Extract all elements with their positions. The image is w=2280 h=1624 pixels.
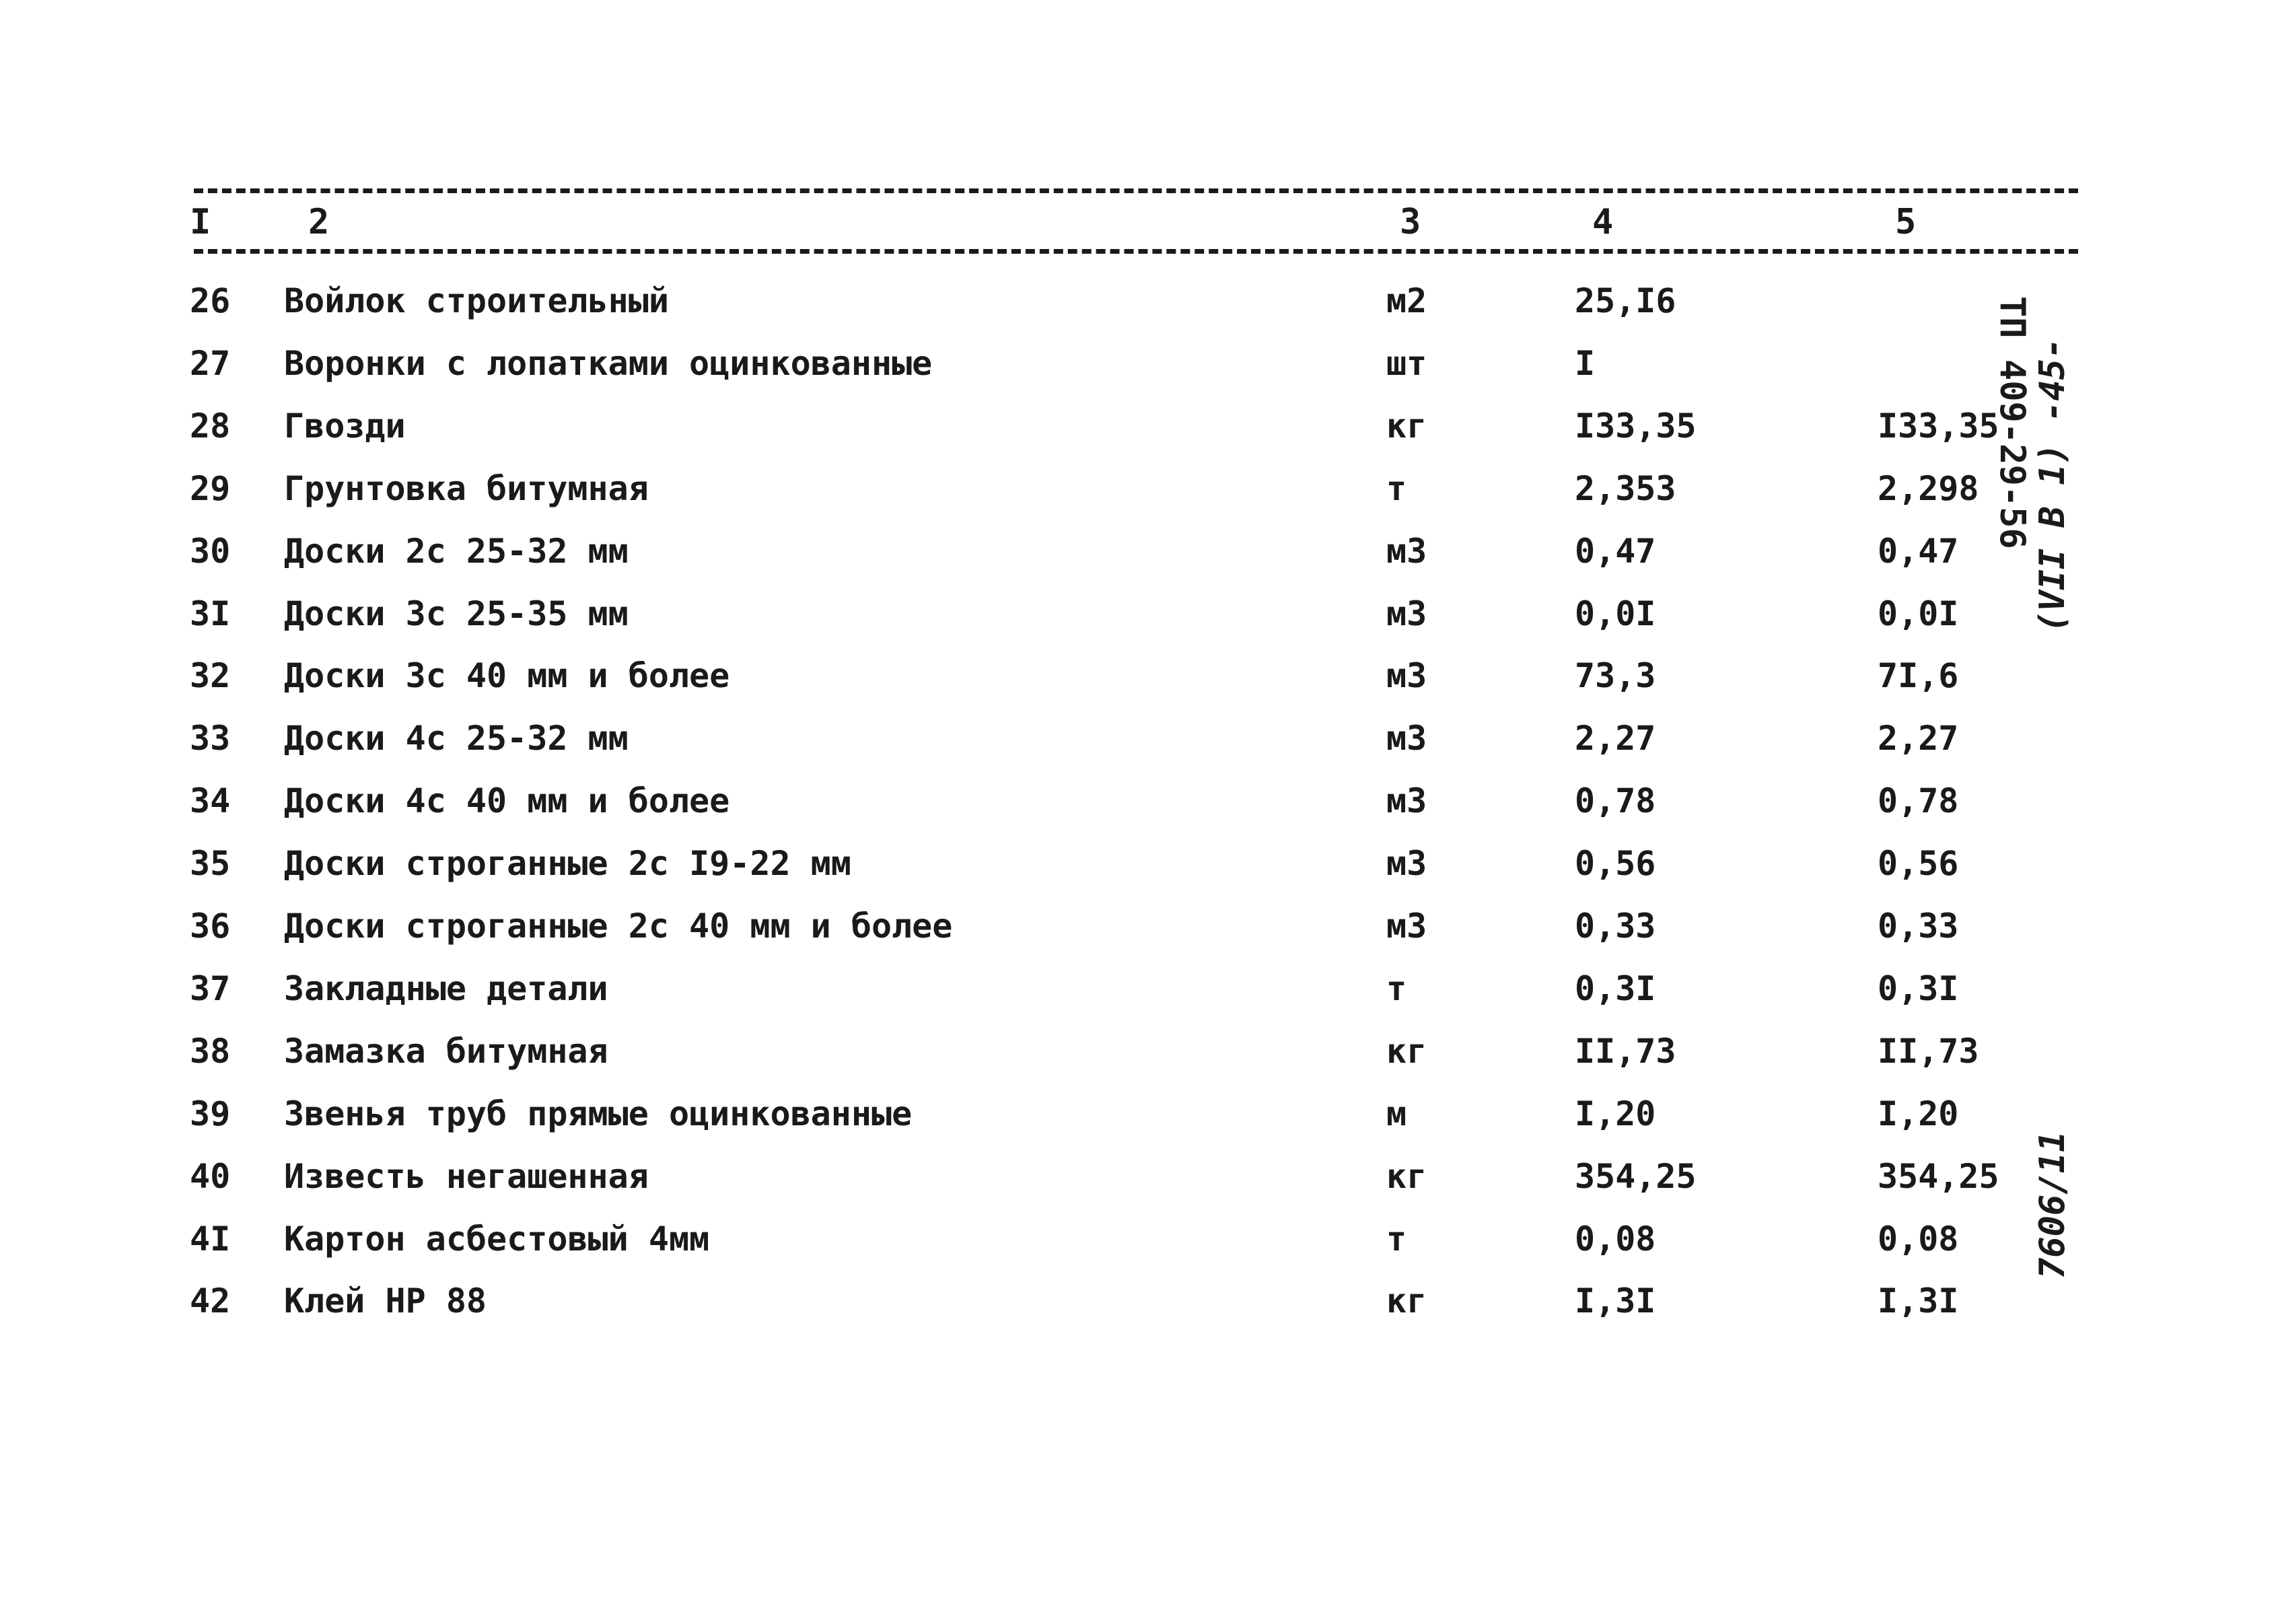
quantity-col5: 0,56 (1878, 844, 1959, 884)
quantity-col4: 0,56 (1575, 844, 1656, 884)
row-number: 29 (190, 468, 231, 508)
material-name: Картон асбестовый 4мм (284, 1219, 710, 1259)
unit: шт (1386, 343, 1427, 383)
unit: м3 (1386, 594, 1427, 633)
unit: кг (1386, 406, 1427, 446)
material-name: Замазка битумная (284, 1031, 608, 1071)
quantity-col4: 0,0I (1575, 594, 1656, 633)
unit: м3 (1386, 656, 1427, 696)
col-header-5: 5 (1895, 202, 1917, 242)
quantity-col5: I,20 (1878, 1094, 1959, 1133)
row-number: 39 (190, 1094, 231, 1133)
table-row (0, 1281, 2280, 1343)
table-row (0, 469, 2280, 531)
unit: м3 (1386, 781, 1427, 821)
unit: кг (1386, 1031, 1427, 1071)
album-sheet-stamp: (VII В 1) -45- (2032, 337, 2073, 633)
table-row (0, 844, 2280, 906)
material-name: Доски строганные 2с I9-22 мм (284, 844, 851, 884)
quantity-col4: I33,35 (1575, 406, 1697, 446)
table-row (0, 1094, 2280, 1156)
material-name: Доски строганные 2с 40 мм и более (284, 907, 953, 946)
quantity-col5: 7I,6 (1878, 656, 1959, 696)
row-number: 42 (190, 1281, 231, 1321)
table-row (0, 1220, 2280, 1281)
row-number: 3I (190, 594, 231, 633)
col-header-3: 3 (1400, 202, 1421, 242)
quantity-col4: 2,353 (1575, 468, 1676, 508)
quantity-col5: 0,47 (1878, 531, 1959, 571)
row-number: 33 (190, 719, 231, 758)
quantity-col5: 0,78 (1878, 781, 1959, 821)
unit: м (1386, 1094, 1407, 1133)
material-name: Звенья труб прямые оцинкованные (284, 1094, 913, 1133)
table-row (0, 1157, 2280, 1219)
row-number: 30 (190, 531, 231, 571)
unit: м3 (1386, 844, 1427, 884)
material-name: Закладные детали (284, 968, 608, 1008)
row-number: 37 (190, 968, 231, 1008)
table-row (0, 594, 2280, 656)
material-name: Доски 3с 25-35 мм (284, 594, 629, 633)
row-number: 4I (190, 1219, 231, 1259)
quantity-col4: I (1575, 343, 1596, 383)
unit: кг (1386, 1281, 1427, 1321)
quantity-col4: 0,3I (1575, 968, 1656, 1008)
unit: м2 (1386, 281, 1427, 320)
unit: т (1386, 968, 1407, 1008)
row-number: 27 (190, 343, 231, 383)
quantity-col4: II,73 (1575, 1031, 1676, 1071)
quantity-col4: I,20 (1575, 1094, 1656, 1133)
row-number: 26 (190, 281, 231, 320)
table-row (0, 907, 2280, 968)
project-code-stamp: ТП 409-29-56 (1992, 296, 2032, 549)
material-name: Доски 4с 40 мм и более (284, 781, 730, 821)
quantity-col5: II,73 (1878, 1031, 1979, 1071)
table-row (0, 281, 2280, 343)
table-row (0, 719, 2280, 781)
quantity-col4: 73,3 (1575, 656, 1656, 696)
unit: кг (1386, 1156, 1427, 1196)
row-number: 38 (190, 1031, 231, 1071)
table-row (0, 656, 2280, 718)
quantity-col5: I,3I (1878, 1281, 1959, 1321)
quantity-col5: 2,298 (1878, 468, 1979, 508)
col-header-2: 2 (308, 202, 330, 242)
material-name: Известь негашенная (284, 1156, 649, 1196)
quantity-col4: 25,I6 (1575, 281, 1676, 320)
table-row (0, 969, 2280, 1031)
quantity-col5: 2,27 (1878, 719, 1959, 758)
quantity-col4: I,3I (1575, 1281, 1656, 1321)
unit: т (1386, 1219, 1407, 1259)
quantity-col4: 0,47 (1575, 531, 1656, 571)
material-name: Воронки с лопатками оцинкованные (284, 343, 933, 383)
quantity-col5: 0,08 (1878, 1219, 1959, 1259)
table-row (0, 344, 2280, 406)
material-name: Войлок строительный (284, 281, 669, 320)
material-name: Доски 3с 40 мм и более (284, 656, 730, 696)
material-name: Доски 4с 25-32 мм (284, 719, 629, 758)
material-name: Грунтовка битумная (284, 468, 649, 508)
quantity-col5: 0,33 (1878, 907, 1959, 946)
unit: м3 (1386, 907, 1427, 946)
unit: т (1386, 468, 1407, 508)
row-number: 34 (190, 781, 231, 821)
row-number: 36 (190, 907, 231, 946)
col-header-1: I (190, 202, 211, 242)
row-number: 40 (190, 1156, 231, 1196)
material-name: Доски 2с 25-32 мм (284, 531, 629, 571)
quantity-col5: 0,3I (1878, 968, 1959, 1008)
quantity-col5: 354,25 (1878, 1156, 1999, 1196)
table-row (0, 532, 2280, 594)
unit: м3 (1386, 531, 1427, 571)
row-number: 32 (190, 656, 231, 696)
quantity-col4: 354,25 (1575, 1156, 1697, 1196)
quantity-col4: 2,27 (1575, 719, 1656, 758)
quantity-col5: 0,0I (1878, 594, 1959, 633)
material-name: Гвозди (284, 406, 406, 446)
quantity-col5: I33,35 (1878, 406, 1999, 446)
table-row (0, 781, 2280, 843)
quantity-col4: 0,08 (1575, 1219, 1656, 1259)
header-top-rule (194, 188, 2078, 193)
header-bottom-rule (194, 249, 2078, 254)
quantity-col4: 0,33 (1575, 907, 1656, 946)
table-row (0, 407, 2280, 468)
table-row (0, 1032, 2280, 1094)
quantity-col4: 0,78 (1575, 781, 1656, 821)
unit: м3 (1386, 719, 1427, 758)
row-number: 35 (190, 844, 231, 884)
col-header-4: 4 (1592, 202, 1614, 242)
material-name: Клей НР 88 (284, 1281, 487, 1321)
sheet-number-stamp: 7606/11 (2032, 1131, 2073, 1279)
row-number: 28 (190, 406, 231, 446)
